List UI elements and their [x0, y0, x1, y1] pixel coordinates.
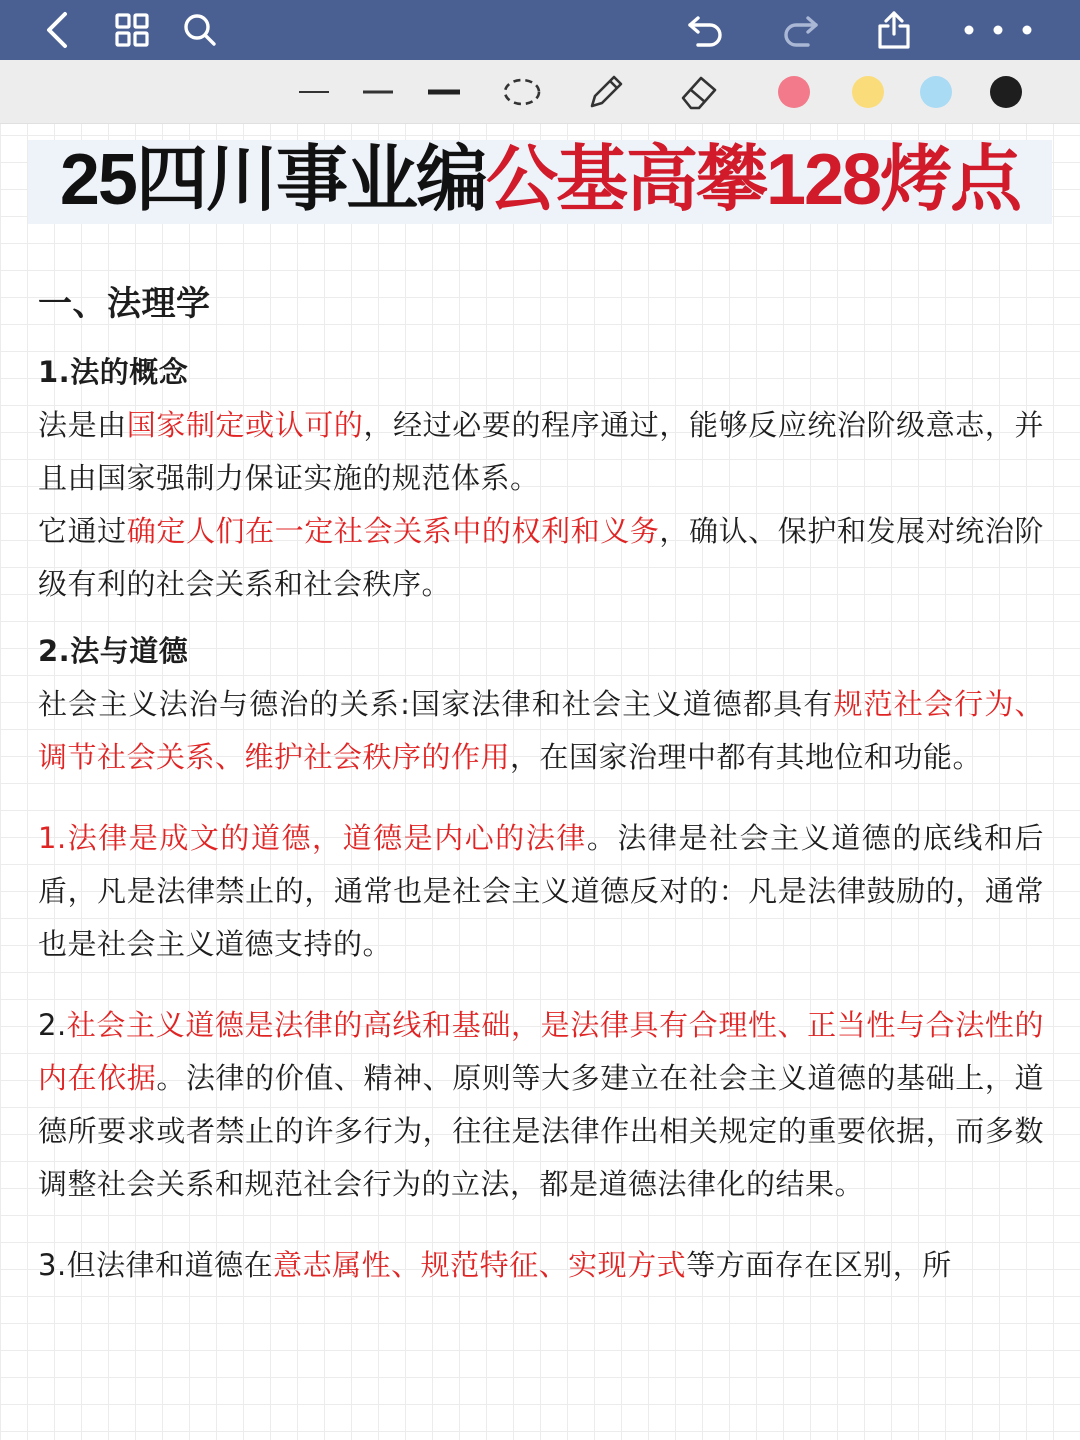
- search-icon[interactable]: [170, 0, 230, 60]
- grid-icon[interactable]: [102, 0, 162, 60]
- pencil-icon[interactable]: [578, 60, 634, 124]
- item2-p1-text-rest: ，在国家治理中都有其地位和功能。: [510, 740, 983, 774]
- item1-paragraph1: [38, 399, 1044, 505]
- point3-paragraph: [38, 1239, 1044, 1292]
- black-swatch-dot: [990, 76, 1022, 108]
- thin-pen-icon[interactable]: [286, 60, 342, 124]
- point1-paragraph: [38, 812, 1044, 971]
- point2-text: 。法律的价值、精神、原则等大多建立在社会主义道德的基础上，道德所要求或者禁止的许多行为，往往是法律作出相关规定的重要依据，而多数调整社会关系和规范社会行为的立法，都是道德法律化的结果。: [38, 1061, 1044, 1201]
- thick-pen-icon[interactable]: [416, 60, 472, 124]
- point1-highlight: 1.法律是成文的道德，道德是内心的法律: [38, 821, 587, 855]
- title-part-black: 25四川事业编: [59, 140, 486, 220]
- point2-number: 2.: [38, 1008, 67, 1042]
- item1-p1-highlight: 国家制定或认可的: [126, 408, 364, 442]
- item1-p2-text: 它通过: [38, 514, 127, 548]
- color-swatch-pink[interactable]: [766, 60, 822, 124]
- point3-text: 3.但法律和道德在: [38, 1248, 274, 1282]
- undo-icon[interactable]: [676, 0, 736, 60]
- item1-p1-text-rest: ，经过必要的程序通过，能够反应统治阶级意志，并且由国家强制力保证实施的规范体系。: [38, 408, 1044, 495]
- section-heading: 一、法理学: [38, 284, 211, 324]
- color-swatch-yellow[interactable]: [840, 60, 896, 124]
- point2-paragraph: [38, 999, 1044, 1211]
- item1-p2-text-rest: ，确认、保护和发展对统治阶级有利的社会关系和社会秩序。: [38, 514, 1044, 601]
- share-icon[interactable]: [864, 0, 924, 60]
- note-content: [38, 276, 1044, 1292]
- drawing-toolbar: [0, 60, 1080, 124]
- yellow-swatch-dot: [852, 76, 884, 108]
- more-icon[interactable]: [958, 0, 1038, 60]
- point2-highlight: 社会主义道德是法律的高线和基础，是法律具有合理性、正当性与合法性的内在依据: [38, 1008, 1044, 1095]
- item1-paragraph2: [38, 505, 1044, 611]
- color-swatch-blue[interactable]: [908, 60, 964, 124]
- item1-p1-text: 法是由: [38, 408, 127, 442]
- item2-paragraph1: [38, 678, 1044, 784]
- medium-pen-icon[interactable]: [350, 60, 406, 124]
- item2-heading: 2.法与道德: [38, 634, 189, 668]
- title-part-red: 公基高攀128烤点: [485, 140, 1021, 220]
- item1-block: [38, 346, 1044, 611]
- back-icon[interactable]: [28, 0, 88, 60]
- eraser-icon[interactable]: [672, 60, 728, 124]
- lasso-icon[interactable]: [494, 60, 550, 124]
- redo-icon[interactable]: [770, 0, 830, 60]
- item1-heading: 1.法的概念: [38, 355, 189, 389]
- item2-block: [38, 625, 1044, 784]
- item1-p2-highlight: 确定人们在一定社会关系中的权利和义务: [126, 514, 660, 548]
- color-swatch-black[interactable]: [978, 60, 1034, 124]
- top-navigation-bar: [0, 0, 1080, 60]
- blue-swatch-dot: [920, 76, 952, 108]
- point1-text: 。法律是社会主义道德的底线和后盾，凡是法律禁止的，通常也是社会主义道德反对的：凡是法律鼓励的，通常也是社会主义道德支持的。: [38, 821, 1044, 961]
- point3-text-rest: 等方面存在区别，所: [686, 1248, 952, 1282]
- page-title: [0, 134, 1080, 226]
- point3-highlight: 意志属性、规范特征、实现方式: [273, 1248, 687, 1282]
- item2-p1-highlight: 规范社会行为、调节社会关系、维护社会秩序的作用: [38, 687, 1044, 774]
- pink-swatch-dot: [778, 76, 810, 108]
- item2-p1-text: 社会主义法治与德治的关系:国家法律和社会主义道德都具有: [38, 687, 834, 721]
